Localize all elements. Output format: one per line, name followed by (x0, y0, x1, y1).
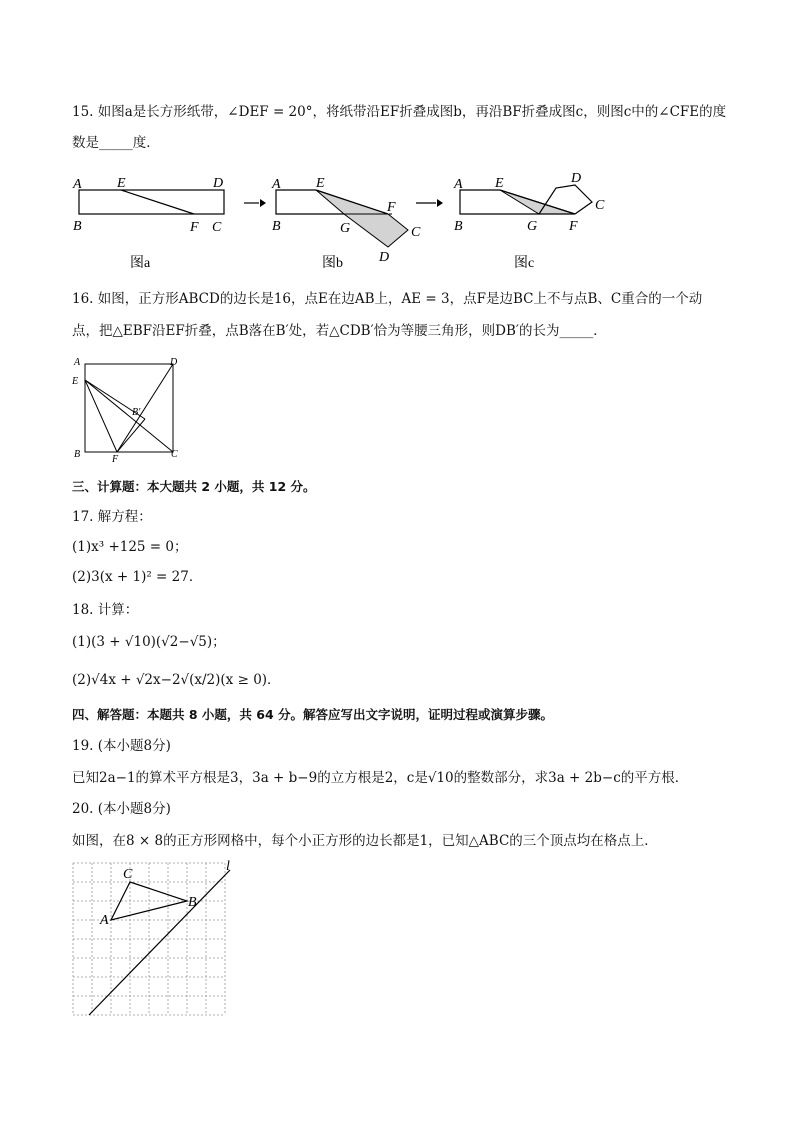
label-D: D (170, 357, 178, 368)
figure-a (72, 176, 224, 271)
label-E: E (72, 376, 79, 387)
q18-title: 18. 计算： (72, 602, 139, 618)
label-C: C (171, 449, 178, 460)
label-a-A: A (73, 177, 82, 192)
caption-c: 图c (514, 256, 535, 271)
q15-line1: 15. 如图a是长方形纸带，∠DEF = 20°，将纸带沿EF折叠成图b，再沿BF折叠成图c，则图c中的∠CFE的度 (72, 104, 727, 120)
q17-part2: (2)3(x + 1)² = 27． (72, 569, 203, 585)
label-a-C: C (212, 220, 222, 235)
q18-part2: (2)√4x + √2x−2√(x/2)(x ≥ 0)． (72, 672, 281, 688)
grid-label-B: B (188, 895, 197, 910)
caption-a: 图a (130, 256, 151, 271)
label-b-A: A (272, 177, 281, 192)
q16-figure (70, 355, 185, 465)
label-b-F: F (387, 200, 396, 215)
label-B-prime: B′ (132, 407, 141, 418)
label-a-D: D (213, 176, 224, 191)
section-3-title: 三、计算题：本大题共 2 小题，共 12 分。 (72, 479, 316, 494)
q18-part1: (1)(3 + √10)(√2−√5)； (72, 634, 226, 650)
label-b-G: G (340, 221, 351, 236)
label-c-C: C (595, 198, 605, 213)
label-c-G: G (527, 219, 538, 234)
q20-grid-figure (70, 858, 240, 1018)
q19-title: 19. (本小题8分) (72, 738, 171, 754)
figure-b (271, 176, 421, 271)
arrow-2-icon (416, 199, 443, 207)
label-c-E: E (495, 176, 504, 191)
label-b-B: B (272, 219, 281, 234)
label-c-F: F (569, 219, 578, 234)
label-b-E: E (316, 176, 325, 191)
q16-line2: 点，把△EBF沿EF折叠，点B落在B′处，若△CDB′恰为等腰三角形，则DB′的长为_____． (72, 323, 607, 339)
label-a-B: B (73, 219, 82, 234)
label-B: B (74, 449, 81, 460)
q17-title: 17. 解方程： (72, 509, 152, 525)
q20-title: 20. (本小题8分) (72, 801, 171, 817)
grid-label-l: l (226, 859, 230, 874)
q15-line2: 数是_____度． (72, 135, 160, 151)
grid-label-C: C (123, 867, 133, 882)
q16-line1: 16. 如图，正方形ABCD的边长是16，点E在边AB上，AE = 3，点F是边BC上不与点B、C重合的一个动 (72, 291, 703, 307)
label-A: A (74, 357, 81, 368)
label-b-C: C (411, 225, 421, 240)
label-a-F: F (190, 220, 199, 235)
label-c-D: D (571, 171, 582, 186)
label-c-B: B (454, 219, 463, 234)
arrow-1-icon (244, 199, 266, 207)
label-a-E: E (117, 176, 126, 191)
section-4-title: 四、解答题：本题共 8 小题，共 64 分。解答应写出文字说明，证明过程或演算步骤。 (72, 707, 554, 722)
q17-part1: (1)x³ +125 = 0； (72, 539, 188, 555)
label-c-A: A (454, 177, 463, 192)
q19-text: 已知2a−1的算术平方根是3，3a + b−9的立方根是2，c是√10的整数部分，求3a + 2b−c的平方根． (72, 770, 689, 786)
figure-c (453, 171, 605, 271)
grid-label-A: A (100, 913, 109, 928)
q20-text: 如图，在8 × 8的正方形网格中，每个小正方形的边长都是1，已知△ABC的三个顶点均在格点上． (72, 833, 658, 849)
grid (73, 863, 225, 1015)
caption-b: 图b (322, 256, 343, 271)
label-b-D: D (379, 250, 390, 265)
q15-figures (64, 168, 624, 278)
label-F: F (112, 454, 119, 465)
